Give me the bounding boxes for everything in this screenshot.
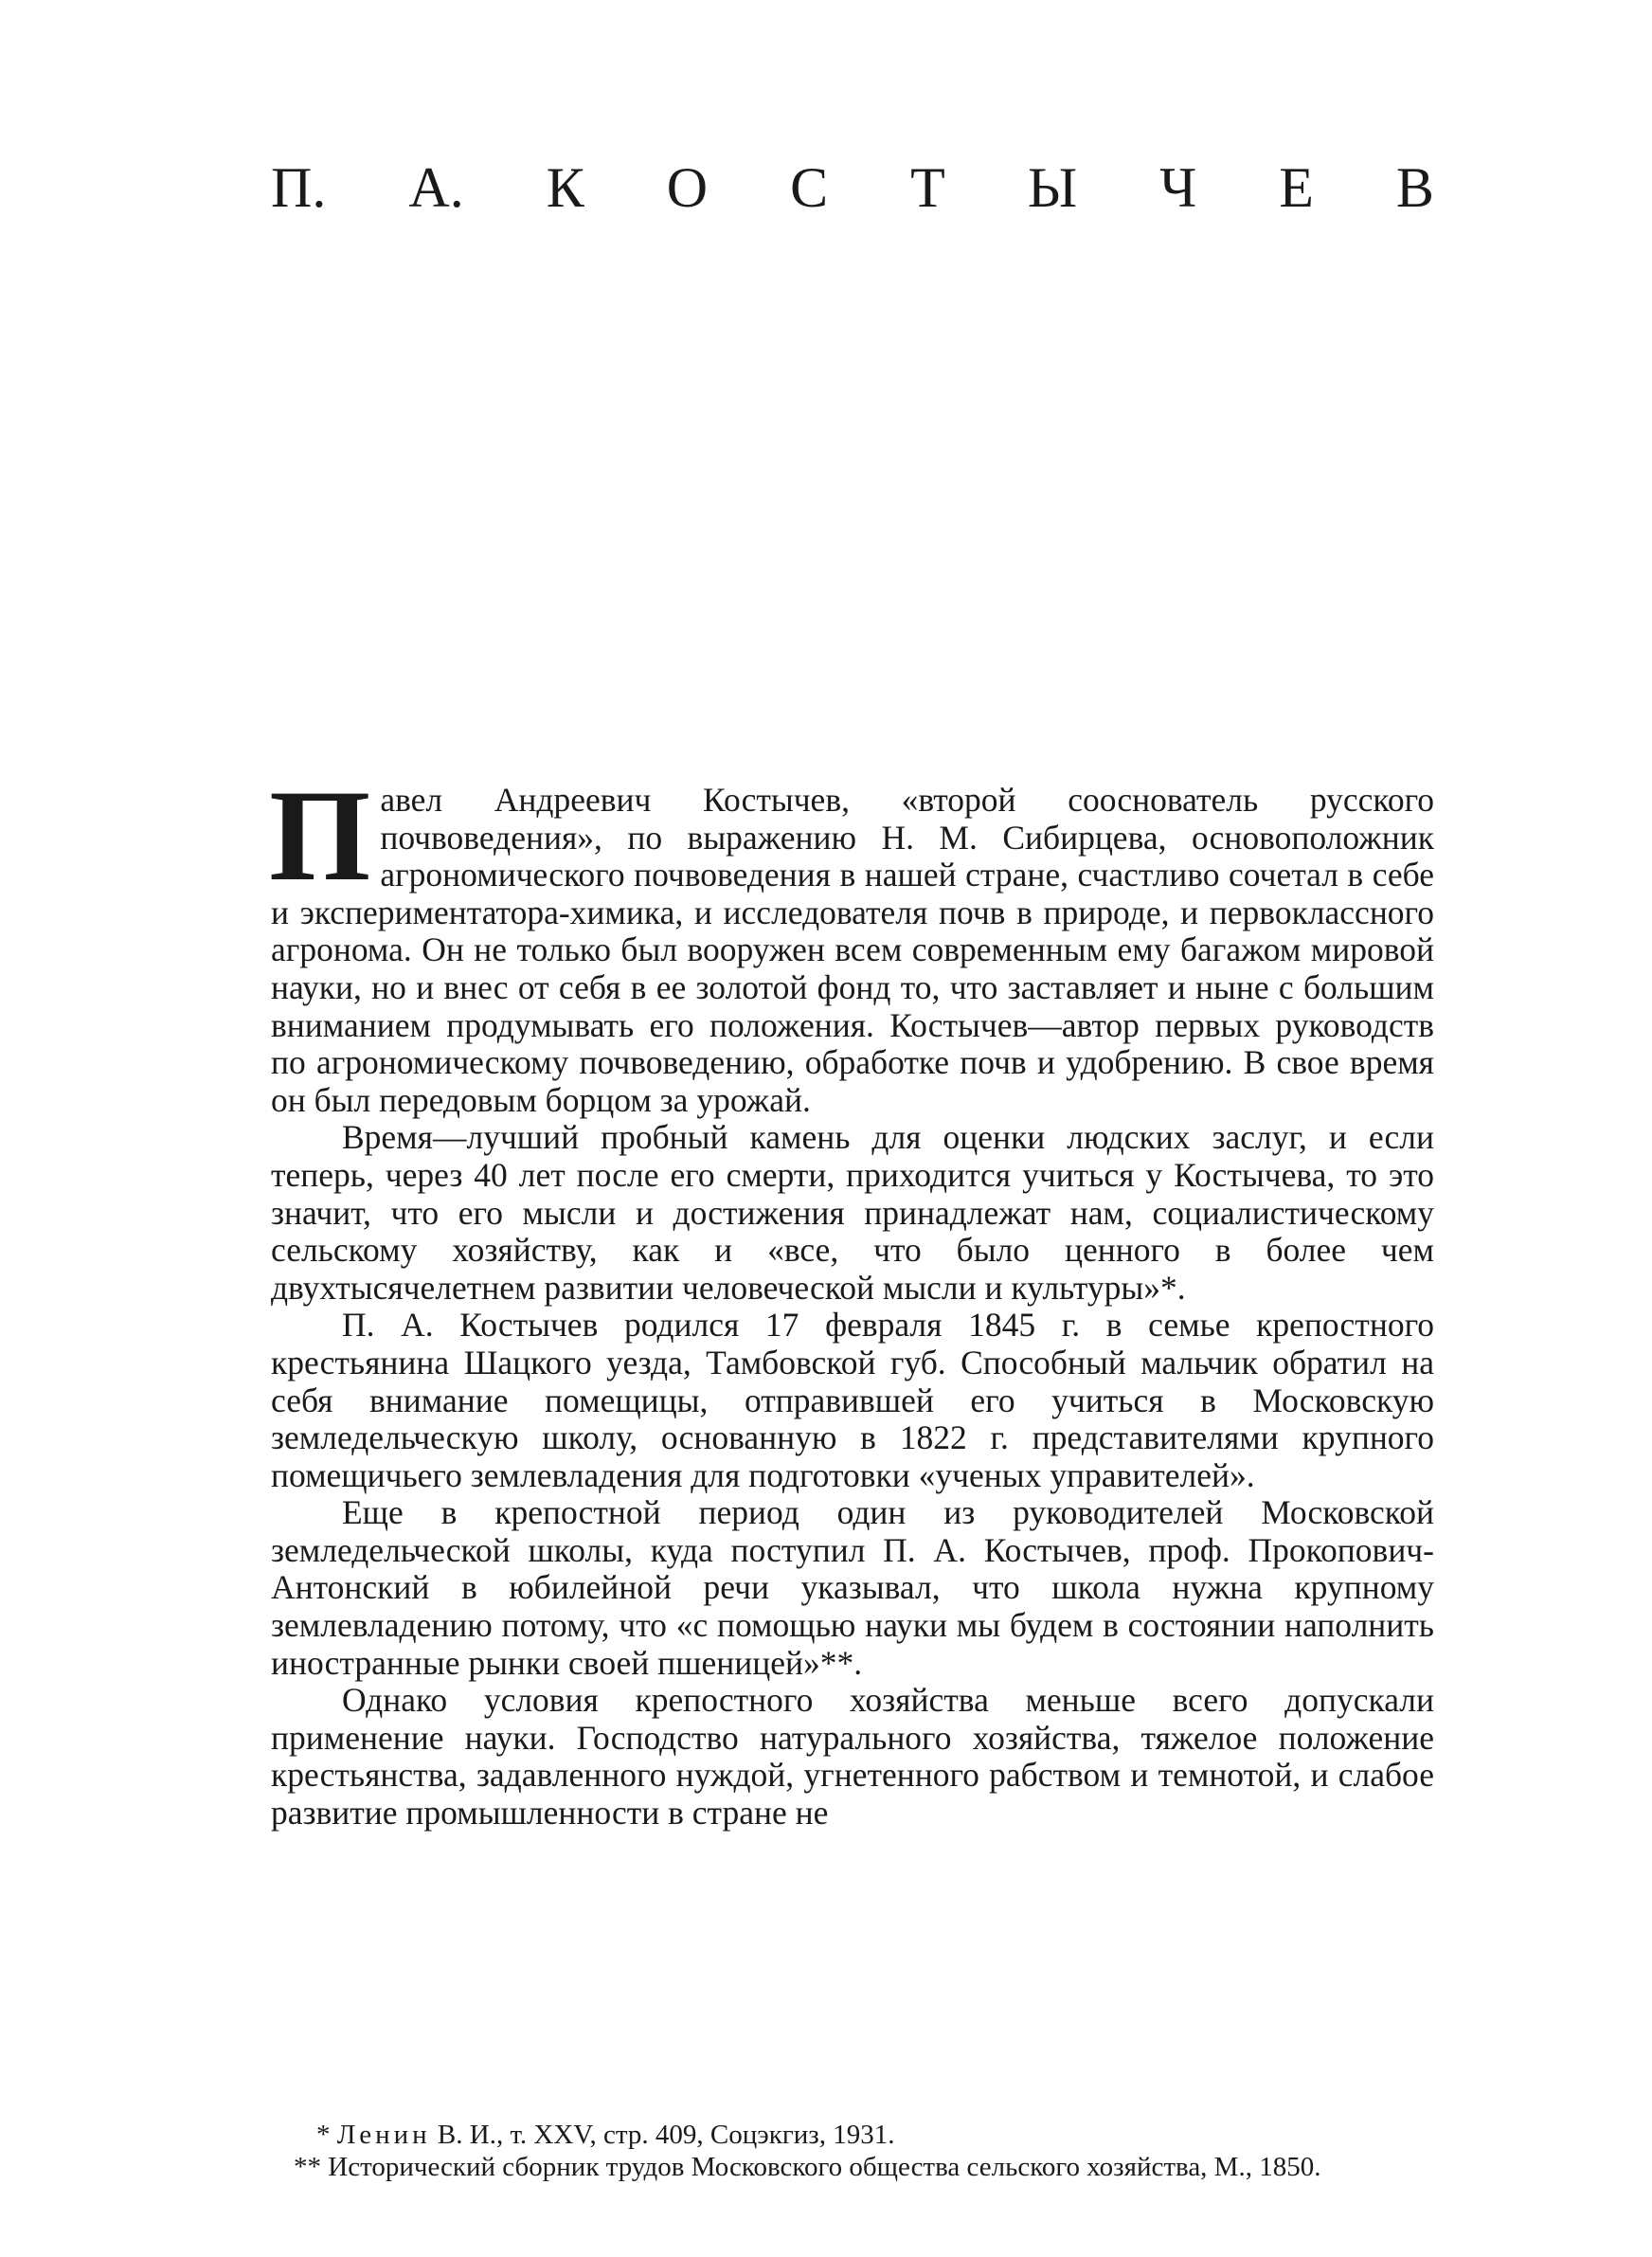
paragraph-1-text: авел Андреевич Костычев, «второй сооснователь русского почвоведения», по выражению Н. М. Сибирцева, основоположник агрономического почвоведения в нашей стране, счастливо сочетал в себе и экспериментатора-химика, и исследователя почв в природе, и первоклассного агронома. Он не только был вооружен всем современным ему багажом мировой науки, но и внес от себя в ее золотой фонд то, что заставляет и ныне с большим вниманием продумывать его положения. Костычев—автор первых руководств по агрономическому почвоведению, обработке почв и удобрению. В свое время он был передовым борцом за урожай.: [271, 781, 1434, 1119]
title-letter: Ч: [1159, 156, 1197, 220]
footnote-1-mark: *: [316, 2120, 337, 2150]
chapter-title: [271, 150, 1434, 226]
footnote-1: [271, 2119, 1434, 2151]
paragraph-2: Время—лучший пробный камень для оценки людских заслуг, и если теперь, через 40 лет после его смерти, приходится учиться у Костычева, то это значит, что его мысли и достижения принадлежат нам, социалистическому сельскому хозяйству, как и «все, что было ценного в более чем двухтысячелетнем развитии человеческой мысли и культуры»*.: [271, 1118, 1434, 1307]
drop-cap: П: [269, 763, 371, 908]
title-letter: С: [790, 156, 829, 220]
title-letter: В: [1395, 156, 1434, 220]
title-letter: А.: [408, 156, 464, 220]
title-letter: К: [546, 156, 584, 220]
main-text: [269, 763, 1434, 1833]
paragraph-5: Однако условия крепостного хозяйства меньше всего допускали применение науки. Господство натурального хозяйства, тяжелое положение крестьянства, задавленного нуждой, угнетенного рабством и темнотой, и слабое развитие промышленности в стране не: [271, 1681, 1434, 1833]
title-letter: Т: [910, 156, 945, 220]
title-letter: О: [666, 156, 709, 220]
footnotes: [271, 2119, 1434, 2183]
footnote-2: ** Исторический сборник трудов Московского общества сельского хозяйства, М., 1850.: [294, 2152, 1321, 2182]
paragraph-1: [269, 763, 1434, 1119]
footnote-1-author: Ленин: [336, 2120, 431, 2150]
title-letter: Ы: [1027, 156, 1078, 220]
title-letter: П.: [271, 156, 327, 220]
paragraph-4: Еще в крепостной период один из руководителей Московской земледельческой школы, куда поступил П. А. Костычев, проф. Прокопович-Антонский в юбилейной речи указывал, что школа нужна крупному землевладению потому, что «с помощью науки мы будем в состоянии наполнить иностранные рынки своей пшеницей»**.: [271, 1493, 1434, 1682]
title-letter: Е: [1279, 156, 1314, 220]
paragraph-3: П. А. Костычев родился 17 февраля 1845 г. в семье крепостного крестьянина Шацкого уезда, Тамбовской губ. Способный мальчик обратил на себя внимание помещицы, отправившей его учиться в Московскую земледельческую школу, основанную в 1822 г. представителями крупного помещичьего землевладения для подготовки «ученых управителей».: [271, 1306, 1434, 1494]
footnote-1-text: В. И., т. XXV, стр. 409, Соцэкгиз, 1931.: [430, 2120, 895, 2150]
